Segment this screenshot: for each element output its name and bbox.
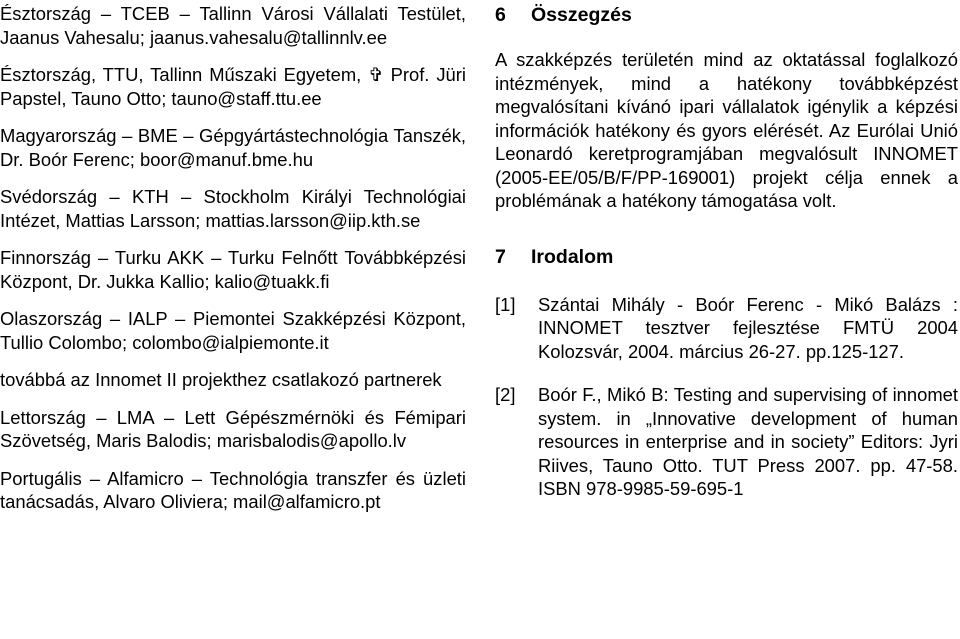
partner-estonia-ttu: Észtország, TTU, Tallinn Műszaki Egyetem, ✞ Prof. Jüri Papstel, Tauno Otto; tauno@staff.ttu.ee [0,64,466,109]
reference-number: [2] [495,384,516,405]
innomet-ii-intro: továbbá az Innomet II projekthez csatlakozó partnerek [0,369,442,390]
reference-text: Boór F., Mikó B: Testing and supervising of innomet system. in „Innovative development of human resources in enterprise and in society” Editors: Jyri Riives, Tauno Otto. TUT Press 2007. pp. 47-58. ISBN 978-9985-59-695-1 [538,384,958,499]
summary-heading [495,3,958,27]
partner-hungary-bme: Magyarország – BME – Gépgyártástechnológia Tanszék, Dr. Boór Ferenc; boor@manuf.bme.hu [0,125,466,170]
partner-latvia-lma: Lettország – LMA – Lett Gépészmérnöki és Fémipari Szövetség, Maris Balodis; marisbalodis@apollo.lv [0,406,466,451]
reference-number: [1] [495,293,516,315]
partner-sweden-kth: Svédország – KTH – Stockholm Királyi Technológiai Intézet, Mattias Larsson; mattias.larsson@iip.kth.se [0,186,466,231]
partner-finland-turku: Finnország – Turku AKK – Turku Felnőtt Továbbképzési Központ, Dr. Jukka Kallio; kalio@tuakk.fi [0,247,466,292]
summary-heading-number: 6 [495,4,506,26]
references-heading [495,245,958,269]
partner-italy-ialp: Olaszország – IALP – Piemontei Szakképzési Központ, Tullio Colombo; colombo@ialpiemonte.it [0,308,466,353]
partner-portugal-alfamicro: Portugális – Alfamicro – Technológia transzfer és üzleti tanácsadás, Alvaro Oliviera; mail@alfamicro.pt [0,467,466,512]
reference-item [495,383,958,501]
references-heading-number: 7 [495,245,506,268]
summary-heading-title: Összegzés [531,4,632,26]
partner-estonia-tceb: Észtország – TCEB – Tallinn Városi Vállalati Testület, Jaanus Vahesalu; jaanus.vahesalu@tallinnlv.ee [0,3,466,48]
reference-text: Szántai Mihály - Boór Ferenc - Mikó Balázs : INNOMET tesztver fejlesztése FMTÜ 2004 Kolozsvár, 2004. március 26-27. pp.125-127. [538,293,958,362]
reference-item [495,293,958,364]
left-column [0,0,466,528]
right-column [495,0,958,521]
summary-text: A szakképzés területén mind az oktatással foglalkozó intézmények, mind a hatékony továbbképzést megvalósítani kívánó ipari vállalatok igénylik a képzési információk hatékony és gyors elérését. Az Eurólai Unió Leonardó keretprogramjában megvalósult INNOMET (2005-EE/05/B/F/PP-169001) projekt célja ennek a problémának a hatékony támogatása volt. [495,49,958,211]
references-heading-title: Irodalom [531,245,614,268]
